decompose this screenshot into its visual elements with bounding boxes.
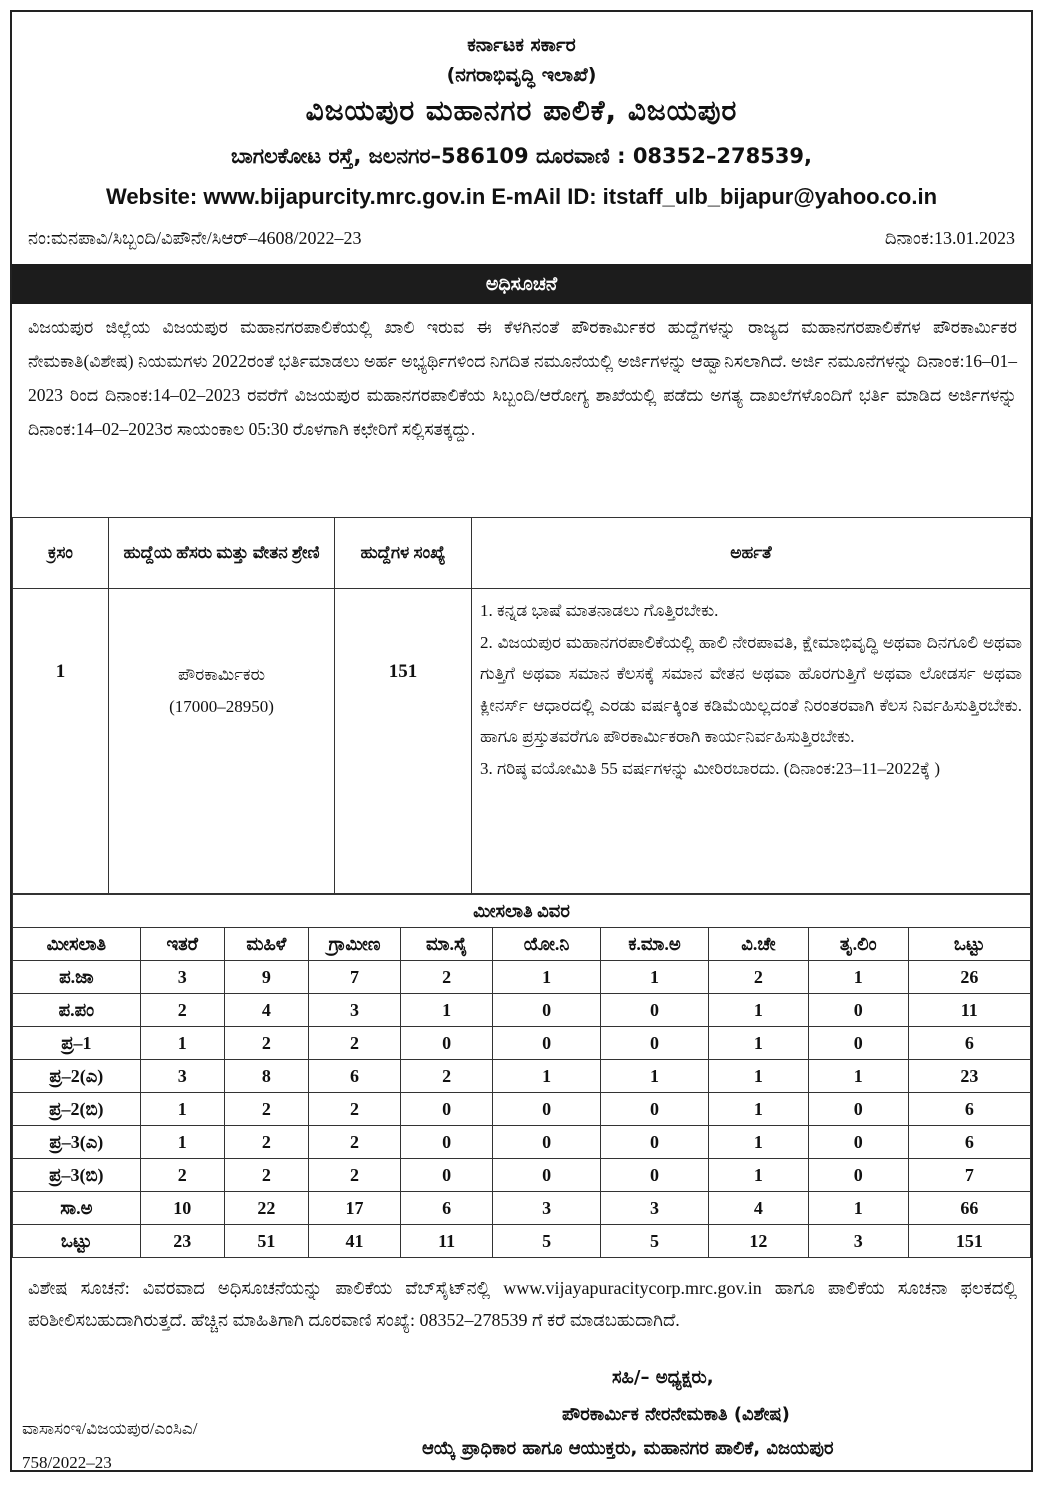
reservation-category: ಪ್ರ–1 [13, 1027, 141, 1060]
dipr-reference [22, 1412, 198, 1480]
reservation-row [13, 1027, 1031, 1060]
reservation-cell: 1 [709, 1159, 809, 1192]
dipr-line-2: 758/2022–23 [22, 1453, 112, 1472]
notice-date: ದಿನಾಂಕ:13.01.2023 [884, 228, 1015, 248]
reservation-cell: 4 [224, 994, 308, 1027]
reservation-cell: 11 [401, 1225, 493, 1258]
reservation-cell: 17 [308, 1192, 400, 1225]
reservation-cell: 2 [224, 1126, 308, 1159]
reservation-cell: 1 [709, 1027, 809, 1060]
reservation-cell: 10 [140, 1192, 224, 1225]
reservation-cell: 22 [224, 1192, 308, 1225]
reservation-col-5: ಯೋ.ನಿ [493, 928, 601, 961]
reservation-cell: 4 [709, 1192, 809, 1225]
reservation-cell: 1 [709, 1126, 809, 1159]
eligibility-1: 1. ಕನ್ನಡ ಭಾಷೆ ಮಾತನಾಡಲು ಗೊತ್ತಿರಬೇಕು. [480, 601, 719, 620]
reservation-cell: 2 [224, 1027, 308, 1060]
reservation-cell: 51 [224, 1225, 308, 1258]
department-title: (ನಗರಾಭಿವೃದ್ಧಿ ಇಲಾಖೆ) [446, 64, 597, 86]
reservation-category: ಪ.ಜಾ [13, 961, 141, 994]
reservation-cell: 2 [401, 1060, 493, 1093]
reference-row [28, 228, 1015, 249]
reservation-cell: 5 [601, 1225, 709, 1258]
reservation-cell: 0 [401, 1093, 493, 1126]
reservation-cell: 23 [908, 1060, 1030, 1093]
reservation-cell: 3 [140, 961, 224, 994]
notification-page [10, 10, 1033, 1472]
reservation-cell: 0 [493, 1126, 601, 1159]
reservation-cell: 0 [808, 994, 908, 1027]
eligibility-3: 3. ಗರಿಷ್ಠ ವಯೋಮಿತಿ 55 ವರ್ಷಗಳನ್ನು ಮೀರಿರಬಾರದು. (ದಿನಾಂಕ:23–11–2022ಕ್ಕೆ ) [480, 758, 940, 778]
reservation-cell: 0 [601, 1159, 709, 1192]
reservation-cell: 66 [908, 1192, 1030, 1225]
notification-banner: ಅಧಿಸೂಚನೆ [12, 264, 1031, 304]
reservation-cell: 0 [601, 1027, 709, 1060]
reservation-cell: 1 [493, 961, 601, 994]
post-name: ಪೌರಕಾರ್ಮಿಕರು [178, 665, 265, 684]
reservation-cell: 0 [401, 1159, 493, 1192]
post-row [13, 589, 1031, 894]
reservation-row [13, 1225, 1031, 1258]
reservation-col-4: ಮಾ.ಸೈ [401, 928, 493, 961]
reservation-col-1: ಇತರೆ [140, 928, 224, 961]
reservation-category: ಪ್ರ–3(ಬಿ) [13, 1159, 141, 1192]
reservation-cell: 1 [493, 1060, 601, 1093]
reservation-cell: 2 [224, 1159, 308, 1192]
reservation-cell: 0 [808, 1159, 908, 1192]
reservation-col-2: ಮಹಿಳೆ [224, 928, 308, 961]
govt-title: ಕರ್ನಾಟಕ ಸರ್ಕಾರ [467, 34, 576, 56]
special-note: ವಿಶೇಷ ಸೂಚನೆ: ವಿವರವಾದ ಅಧಿಸೂಚನೆಯನ್ನು ಪಾಲಿಕೆಯ ವೆಬ್‌ಸೈಟ್‌ನಲ್ಲಿ www.vijayapuracitycorp.mrc.gov.in ಹಾಗೂ ಪಾಲಿಕೆಯ ಸೂಚನಾ ಫಲಕದಲ್ಲಿ ಪರಿಶೀಲಿಸಬಹುದಾಗಿರುತ್ತದೆ. ಹೆಚ್ಚಿನ ಮಾಹಿತಿಗಾಗಿ ದೂರವಾಣಿ ಸಂಖ್ಯೆ: 08352–278539 ಗೆ ಕರೆ ಮಾಡಬಹುದಾಗಿದೆ. [28, 1278, 1017, 1330]
reservation-col-7: ವಿ.ಚೇ [709, 928, 809, 961]
post-table [12, 517, 1031, 894]
reservation-cell: 7 [308, 961, 400, 994]
reservation-col-8: ತೃ.ಲಿಂ [808, 928, 908, 961]
reservation-cell: 3 [493, 1192, 601, 1225]
reservation-cell: 0 [493, 1027, 601, 1060]
reservation-cell: 41 [308, 1225, 400, 1258]
reference-number: ನಂ:ಮನಪಾವಿ/ಸಿಬ್ಬಂದಿ/ವಿಪೌನೇ/ಸಿಆರ್–4608/2022–23 [28, 228, 362, 248]
reservation-row [13, 961, 1031, 994]
reservation-cell: 6 [308, 1060, 400, 1093]
reservation-cell: 3 [808, 1225, 908, 1258]
eligibility-2: 2. ವಿಜಯಪುರ ಮಹಾನಗರಪಾಲಿಕೆಯಲ್ಲಿ ಹಾಲಿ ನೇರಪಾವತಿ, ಕ್ಷೇಮಾಭಿವೃದ್ಧಿ ಅಥವಾ ದಿನಗೂಲಿ ಅಥವಾ ಗುತ್ತಿಗೆ ಅಥವಾ ಸಮಾನ ಕೆಲಸಕ್ಕೆ ಸಮಾನ ವೇತನ ಅಥವಾ ಹೊರಗುತ್ತಿಗೆ ಅಥವಾ ಲೋಡರ್ಸ ಅಥವಾ ಕ್ಲೀನರ್ಸ್ ಆಧಾರದಲ್ಲಿ ಎರಡು ವರ್ಷಕ್ಕಿಂತ ಕಡಿಮೆಯಿಲ್ಲದಂತೆ ನಿರಂತರವಾಗಿ ಕೆಲಸ ನಿರ್ವಹಿಸುತ್ತಿರಬೇಕು. ಹಾಗೂ ಪ್ರಸ್ತುತವರೆಗೂ ಪೌರಕಾರ್ಮಿಕರಾಗಿ ಕಾರ್ಯನಿರ್ವಹಿಸುತ್ತಿರಬೇಕು. [480, 632, 1022, 746]
reservation-cell: 2 [401, 961, 493, 994]
reservation-category: ಪ್ರ–2(ಬಿ) [13, 1093, 141, 1126]
reservation-cell: 1 [808, 1060, 908, 1093]
reservation-category: ಒಟ್ಟು [13, 1225, 141, 1258]
reservation-cell: 3 [601, 1192, 709, 1225]
reservation-row [13, 1060, 1031, 1093]
col-sl: ಕ್ರಸಂ [13, 518, 109, 589]
reservation-cell: 1 [140, 1126, 224, 1159]
reservation-category: ಸಾ.ಅ [13, 1192, 141, 1225]
reservation-cell: 1 [709, 1093, 809, 1126]
reservation-row [13, 1126, 1031, 1159]
reservation-cell: 1 [808, 961, 908, 994]
address-line: ಬಾಗಲಕೋಟ ರಸ್ತೆ, ಜಲನಗರ–586109 ದೂರವಾಣಿ : 08352–278539, [230, 144, 813, 168]
reservation-cell: 0 [601, 1126, 709, 1159]
post-name-cell [109, 589, 335, 894]
reservation-cell: 7 [908, 1159, 1030, 1192]
reservation-cell: 0 [493, 994, 601, 1027]
reservation-cell: 23 [140, 1225, 224, 1258]
reservation-cell: 0 [401, 1027, 493, 1060]
reservation-cell: 2 [140, 1159, 224, 1192]
reservation-col-3: ಗ್ರಾಮೀಣ [308, 928, 400, 961]
reservation-cell: 2 [224, 1093, 308, 1126]
reservation-cell: 2 [140, 994, 224, 1027]
website-email-line: Website: www.bijapurcity.mrc.gov.in E-mAil ID: itstaff_ulb_bijapur@yahoo.co.in [105, 184, 938, 209]
reservation-cell: 1 [709, 1060, 809, 1093]
reservation-cell: 3 [140, 1060, 224, 1093]
reservation-cell: 5 [493, 1225, 601, 1258]
reservation-row [13, 1159, 1031, 1192]
reservation-cell: 0 [601, 994, 709, 1027]
reservation-cell: 2 [308, 1027, 400, 1060]
reservation-cell: 1 [709, 994, 809, 1027]
signature-line-1: ಸಹಿ/– ಅಧ್ಯಕ್ಷರು, [612, 1367, 714, 1388]
col-eligibility: ಅರ್ಹತೆ [472, 518, 1031, 589]
reservation-cell: 9 [224, 961, 308, 994]
reservation-cell: 8 [224, 1060, 308, 1093]
intro-paragraph: ವಿಜಯಪುರ ಜಿಲ್ಲೆಯ ವಿಜಯಪುರ ಮಹಾನಗರಪಾಲಿಕೆಯಲ್ಲಿ ಖಾಲಿ ಇರುವ ಈ ಕೆಳಗಿನಂತೆ ಪೌರಕಾರ್ಮಿಕರ ಹುದ್ದೆಗಳನ್ನು ರಾಜ್ಯದ ಮಹಾನಗರಪಾಲಿಕೆಗಳ ಪೌರಕಾರ್ಮಿಕರ ನೇಮಕಾತಿ(ವಿಶೇಷ) ನಿಯಮಗಳು 2022ರಂತೆ ಭರ್ತಿಮಾಡಲು ಅರ್ಹ ಅಭ್ಯರ್ಥಿಗಳಿಂದ ನಿಗದಿತ ನಮೂನೆಯಲ್ಲಿ ಅರ್ಜಿಗಳನ್ನು ಆಹ್ವಾನಿಸಲಾಗಿದೆ. ಅರ್ಜಿ ನಮೂನೆಗಳನ್ನು ದಿನಾಂಕ:16–01–2023 ರಿಂದ ದಿನಾಂಕ:14–02–2023 ರವರೆಗೆ ವಿಜಯಪುರ ಮಹಾನಗರಪಾಲಿಕೆಯ ಸಿಬ್ಬಂದಿ/ಆರೋಗ್ಯ ಶಾಖೆಯಲ್ಲಿ ಪಡೆದು ಅಗತ್ಯ ದಾಖಲೆಗಳೊಂದಿಗೆ ಭರ್ತಿ ಮಾಡಿದ ಅರ್ಜಿಗಳನ್ನು ದಿನಾಂಕ:14–02–2023ರ ಸಾಯಂಕಾಲ 05:30 ರೊಳಗಾಗಿ ಕಛೇರಿಗೆ ಸಲ್ಲಿಸತಕ್ಕದ್ದು. [28, 317, 1017, 439]
reservation-cell: 6 [908, 1093, 1030, 1126]
dipr-line-1: ವಾಸಾಸಂಇ/ವಿಜಯಪುರ/ಎಂಸಿಎ/ [22, 1419, 198, 1438]
reservation-col-6: ಕ.ಮಾ.ಅ [601, 928, 709, 961]
reservation-cell: 0 [808, 1093, 908, 1126]
reservation-category: ಪ.ಪಂ [13, 994, 141, 1027]
reservation-category: ಪ್ರ–3(ಎ) [13, 1126, 141, 1159]
reservation-header [13, 928, 1031, 961]
corporation-title: ವಿಜಯಪುರ ಮಹಾನಗರ ಪಾಲಿಕೆ, ವಿಜಯಪುರ [305, 94, 738, 127]
reservation-cell: 1 [601, 961, 709, 994]
reservation-col-0: ಮೀಸಲಾತಿ [13, 928, 141, 961]
reservation-row [13, 1192, 1031, 1225]
reservation-table [12, 894, 1031, 1258]
post-table-header [13, 518, 1031, 589]
reservation-caption: ಮೀಸಲಾತಿ ವಿವರ [13, 895, 1031, 928]
reservation-cell: 0 [601, 1093, 709, 1126]
reservation-category: ಪ್ರ–2(ಎ) [13, 1060, 141, 1093]
reservation-col-9: ಒಟ್ಟು [908, 928, 1030, 961]
reservation-cell: 2 [308, 1159, 400, 1192]
reservation-cell: 2 [308, 1126, 400, 1159]
signature-line-3: ಆಯ್ಕೆ ಪ್ರಾಧಿಕಾರ ಹಾಗೂ ಆಯುಕ್ತರು, ಮಹಾನಗರ ಪಾಲಿಕೆ, ವಿಜಯಪುರ [422, 1438, 834, 1459]
reservation-body [13, 961, 1031, 1258]
reservation-cell: 3 [308, 994, 400, 1027]
reservation-cell: 0 [808, 1027, 908, 1060]
reservation-cell: 151 [908, 1225, 1030, 1258]
reservation-cell: 26 [908, 961, 1030, 994]
col-count: ಹುದ್ದೆಗಳ ಸಂಖ್ಯೆ [335, 518, 472, 589]
reservation-cell: 1 [401, 994, 493, 1027]
post-count: 151 [335, 589, 472, 894]
signature-line-2: ಪೌರಕಾರ್ಮಿಕ ನೇರನೇಮಕಾತಿ (ವಿಶೇಷ) [562, 1404, 790, 1425]
reservation-cell: 6 [908, 1126, 1030, 1159]
post-sl: 1 [13, 589, 109, 894]
reservation-cell: 1 [808, 1192, 908, 1225]
reservation-cell: 1 [140, 1027, 224, 1060]
reservation-cell: 0 [493, 1159, 601, 1192]
reservation-cell: 2 [308, 1093, 400, 1126]
reservation-row [13, 1093, 1031, 1126]
reservation-cell: 1 [140, 1093, 224, 1126]
reservation-cell: 12 [709, 1225, 809, 1258]
reservation-cell: 1 [601, 1060, 709, 1093]
reservation-cell: 0 [808, 1126, 908, 1159]
eligibility-cell [472, 589, 1031, 894]
col-post: ಹುದ್ದೆಯ ಹೆಸರು ಮತ್ತು ವೇತನ ಶ್ರೇಣಿ [109, 518, 335, 589]
reservation-cell: 2 [709, 961, 809, 994]
reservation-cell: 6 [401, 1192, 493, 1225]
reservation-cell: 11 [908, 994, 1030, 1027]
reservation-cell: 0 [401, 1126, 493, 1159]
reservation-cell: 0 [493, 1093, 601, 1126]
reservation-cell: 6 [908, 1027, 1030, 1060]
pay-scale: (17000–28950) [169, 697, 274, 716]
reservation-row [13, 994, 1031, 1027]
